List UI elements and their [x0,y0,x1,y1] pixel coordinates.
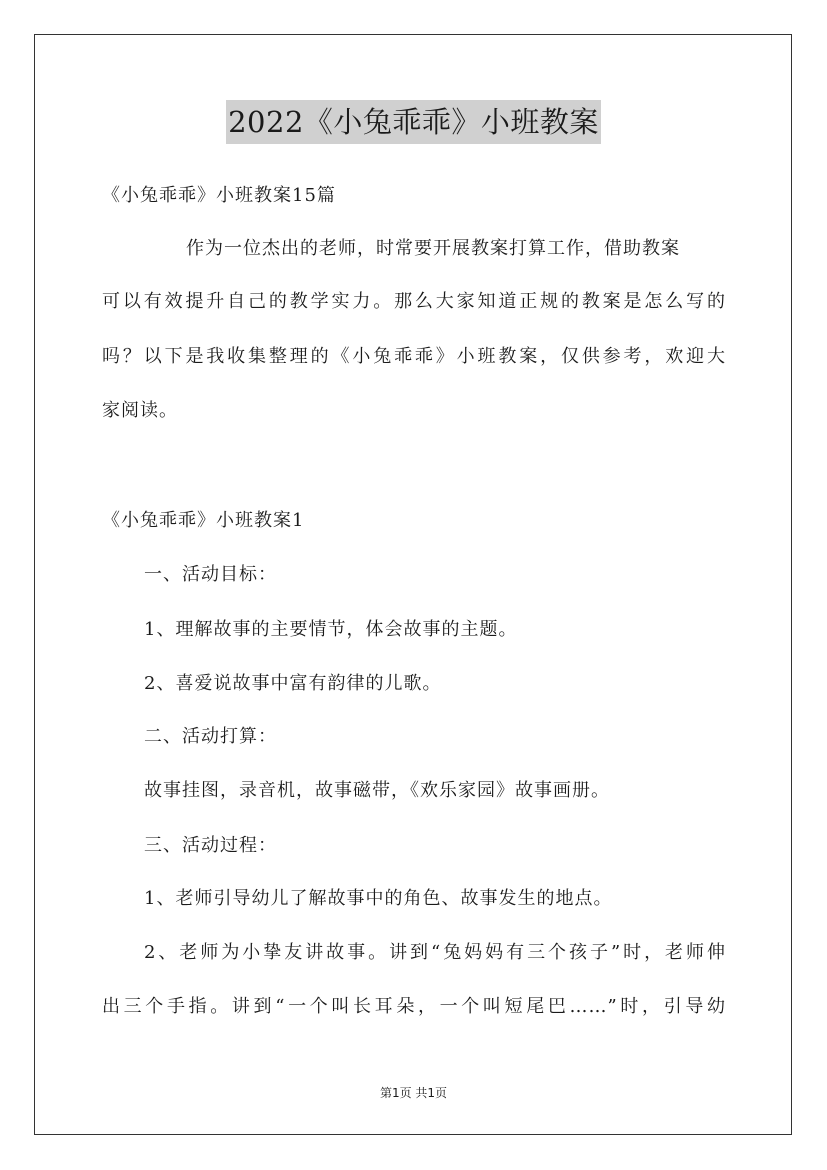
section-heading: 《小兔乖乖》小班教案1 [102,510,305,531]
goal-item-2: 2、喜爱说故事中富有韵律的儿歌。 [144,673,442,694]
page-footer: 第1页 共1页 [379,1086,448,1100]
prep-heading: 二、活动打算： [144,726,277,747]
process-heading: 三、活动过程： [144,835,277,856]
prep-text: 故事挂图，录音机，故事磁带，《欢乐家园》故事画册。 [144,780,610,801]
document-subtitle: 《小兔乖乖》小班教案15篇 [102,185,336,206]
intro-line-4: 家阅读。 [102,400,178,421]
process-item-2-line-2: 出三个手指。讲到“一个叫长耳朵，一个叫短尾巴……”时，引导幼 [102,996,726,1017]
intro-line-2: 可以有效提升自己的教学实力。那么大家知道正规的教案是怎么写的 [102,291,726,312]
document-title-container [0,100,827,144]
document-title: 2022《小兔乖乖》小班教案 [226,100,601,144]
goal-item-1: 1、理解故事的主要情节，体会故事的主题。 [144,619,518,640]
process-item-1: 1、老师引导幼儿了解故事中的角色、故事发生的地点。 [144,888,613,909]
goal-heading: 一、活动目标： [144,564,277,585]
process-item-2-line-1: 2、老师为小挚友讲故事。讲到“兔妈妈有三个孩子”时，老师伸 [144,942,726,963]
intro-line-1: 作为一位杰出的老师，时常要开展教案打算工作，借助教案 [186,238,680,259]
intro-line-3: 吗？以下是我收集整理的《小兔乖乖》小班教案，仅供参考，欢迎大 [102,346,726,367]
